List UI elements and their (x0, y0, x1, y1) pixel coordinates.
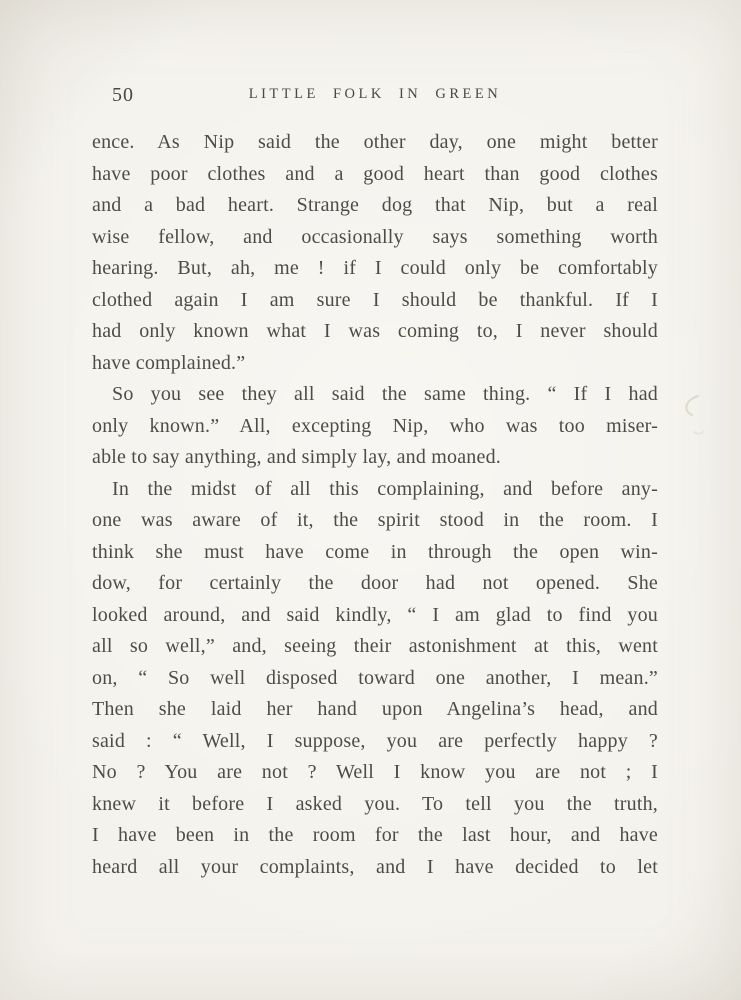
text-line: Then she laid her hand upon Angelina’s head, and (92, 698, 658, 720)
text-line: and a bad heart. Strange dog that Nip, but a real (92, 194, 658, 216)
text-line: I have been in the room for the last hour, and have (92, 824, 658, 846)
text-line: In the midst of all this complaining, and before any- (112, 477, 658, 500)
text-line: have poor clothes and a good heart than good clothes (92, 162, 658, 185)
text-line: clothed again I am sure I should be thankful. If I (92, 288, 658, 311)
text-line: heard all your complaints, and I have decided to let (92, 855, 658, 878)
text-line: on, “ So well disposed toward one another, I mean.” (92, 666, 658, 689)
text-line: said : “ Well, I suppose, you are perfectly happy ? (92, 729, 658, 752)
text-line: hearing. But, ah, me ! if I could only be comfortably (92, 257, 658, 279)
page-number: 50 (112, 84, 134, 106)
text-line: knew it before I asked you. To tell you the truth, (92, 792, 658, 815)
running-title: LITTLE FOLK IN GREEN (248, 86, 502, 102)
text-line: all so well,” and, seeing their astonishment at this, went (92, 635, 658, 657)
text-line: able to say anything, and simply lay, and moaned. (92, 446, 501, 468)
text-line: think she must have come in through the open win- (92, 540, 658, 563)
text-line: one was aware of it, the spirit stood in the room. I (92, 509, 658, 531)
text-line: only known.” All, excepting Nip, who was too miser- (92, 414, 658, 437)
page-header (92, 84, 658, 108)
text-line: dow, for certainly the door had not opened. She (92, 572, 658, 594)
text-line: looked around, and said kindly, “ I am glad to find you (92, 603, 658, 626)
scan-artifact-mark (668, 388, 712, 438)
paragraph (92, 474, 658, 884)
text-line: No ? You are not ? Well I know you are not ; I (92, 761, 658, 783)
text-line: So you see they all said the same thing. “ If I had (112, 383, 658, 405)
paragraph (92, 379, 658, 474)
text-block (92, 127, 658, 883)
text-line: had only known what I was coming to, I never should (92, 320, 658, 342)
text-line: ence. As Nip said the other day, one might better (92, 131, 658, 153)
text-line: wise fellow, and occasionally says something worth (92, 225, 658, 248)
paragraph (92, 127, 658, 379)
text-line: have complained.” (92, 351, 246, 374)
